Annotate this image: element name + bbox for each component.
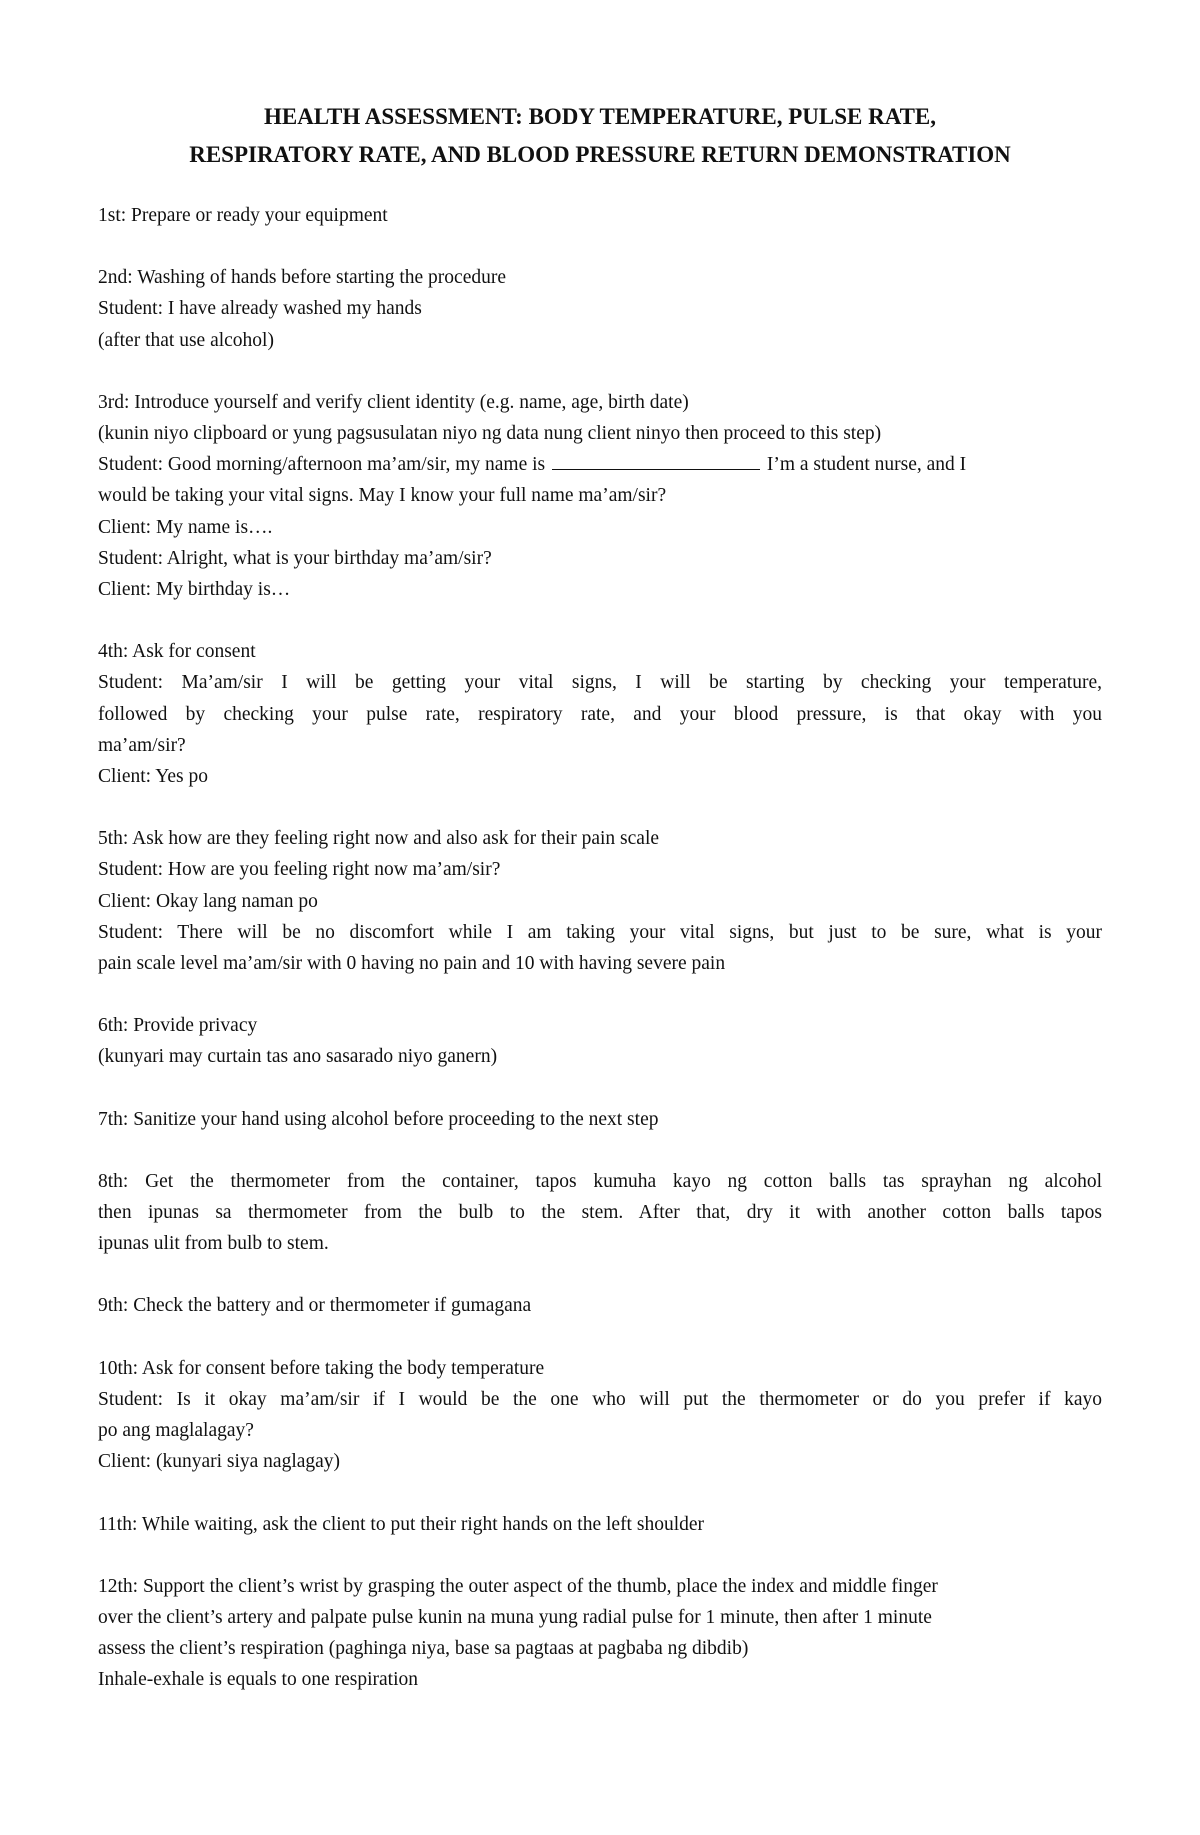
student-greeting: Student: Good morning/afternoon ma’am/sir, my name is xyxy=(98,454,546,476)
step-3 xyxy=(98,387,1102,605)
student-line: followed by checking your pulse rate, respiratory rate, and your blood pressure, is that okay with you xyxy=(98,703,1102,725)
step-text: Inhale-exhale is equals to one respiration xyxy=(98,1669,419,1691)
step-heading: 4th: Ask for consent xyxy=(98,641,256,663)
client-line: Client: Yes po xyxy=(98,766,208,788)
student-line: Student: Is it okay ma’am/sir if I would be the one who will put the thermometer or do you prefer if kayo xyxy=(98,1388,1102,1410)
student-line: Student: Alright, what is your birthday ma’am/sir? xyxy=(98,547,492,569)
name-blank-field xyxy=(552,451,760,470)
client-line: Client: My name is…. xyxy=(98,516,273,538)
step-heading: 3rd: Introduce yourself and verify client identity (e.g. name, age, birth date) xyxy=(98,391,689,413)
client-line: Client: My birthday is… xyxy=(98,579,291,601)
student-line: Student: I have already washed my hands xyxy=(98,298,422,320)
step-4 xyxy=(98,636,1102,792)
page-title xyxy=(98,98,1102,174)
step-text: over the client’s artery and palpate pulse kunin na muna yung radial pulse for 1 minute, then after 1 minute xyxy=(98,1606,932,1628)
step-2 xyxy=(98,262,1102,356)
step-10 xyxy=(98,1353,1102,1478)
student-line: Student: Ma’am/sir I will be getting your vital signs, I will be starting by checking your temperature, xyxy=(98,672,1102,694)
student-line: ma’am/sir? xyxy=(98,734,186,756)
note-line: (kunin niyo clipboard or yung pagsusulatan niyo ng data nung client ninyo then proceed to this step) xyxy=(98,423,882,445)
title-line-2: RESPIRATORY RATE, AND BLOOD PRESSURE RETURN DEMONSTRATION xyxy=(189,142,1011,167)
title-line-1: HEALTH ASSESSMENT: BODY TEMPERATURE, PULSE RATE, xyxy=(263,104,937,129)
student-line: would be taking your vital signs. May I know your full name ma’am/sir? xyxy=(98,485,667,507)
step-12 xyxy=(98,1571,1102,1696)
note-line: (kunyari may curtain tas ano sasarado niyo ganern) xyxy=(98,1046,498,1068)
step-text: ipunas ulit from bulb to stem. xyxy=(98,1233,329,1255)
step-8 xyxy=(98,1166,1102,1260)
student-line: pain scale level ma’am/sir with 0 having no pain and 10 with having severe pain xyxy=(98,953,726,975)
step-heading: 11th: While waiting, ask the client to put their right hands on the left shoulder xyxy=(98,1513,705,1535)
step-1 xyxy=(98,200,1102,231)
student-line: po ang maglalagay? xyxy=(98,1420,254,1442)
client-line: Client: Okay lang naman po xyxy=(98,890,318,912)
step-heading: 1st: Prepare or ready your equipment xyxy=(98,205,388,226)
step-heading: 9th: Check the battery and or thermometer if gumagana xyxy=(98,1295,532,1317)
step-6 xyxy=(98,1010,1102,1072)
note-line: (after that use alcohol) xyxy=(98,329,274,351)
step-heading: 6th: Provide privacy xyxy=(98,1015,258,1037)
step-heading: 5th: Ask how are they feeling right now and also ask for their pain scale xyxy=(98,828,660,850)
step-9 xyxy=(98,1290,1102,1321)
step-5 xyxy=(98,823,1102,979)
step-11 xyxy=(98,1509,1102,1540)
step-7 xyxy=(98,1104,1102,1135)
student-intro: I’m a student nurse, and I xyxy=(766,454,967,476)
student-line-with-blank xyxy=(98,449,1102,480)
step-heading: 8th: Get the thermometer from the container, tapos kumuha kayo ng cotton balls tas sprayhan ng alcohol xyxy=(98,1170,1102,1192)
step-heading: 10th: Ask for consent before taking the body temperature xyxy=(98,1357,545,1379)
step-text: then ipunas sa thermometer from the bulb to the stem. After that, dry it with another cotton balls tapos xyxy=(98,1202,1102,1224)
step-heading: 12th: Support the client’s wrist by grasping the outer aspect of the thumb, place the index and middle finger xyxy=(98,1575,938,1597)
student-line: Student: How are you feeling right now ma’am/sir? xyxy=(98,859,501,881)
step-heading: 7th: Sanitize your hand using alcohol before proceeding to the next step xyxy=(98,1108,659,1130)
step-heading: 2nd: Washing of hands before starting the procedure xyxy=(98,267,506,289)
student-line: Student: There will be no discomfort while I am taking your vital signs, but just to be sure, what is your xyxy=(98,921,1102,943)
client-line: Client: (kunyari siya naglagay) xyxy=(98,1451,341,1473)
step-text: assess the client’s respiration (paghinga niya, base sa pagtaas at pagbaba ng dibdib) xyxy=(98,1638,749,1660)
